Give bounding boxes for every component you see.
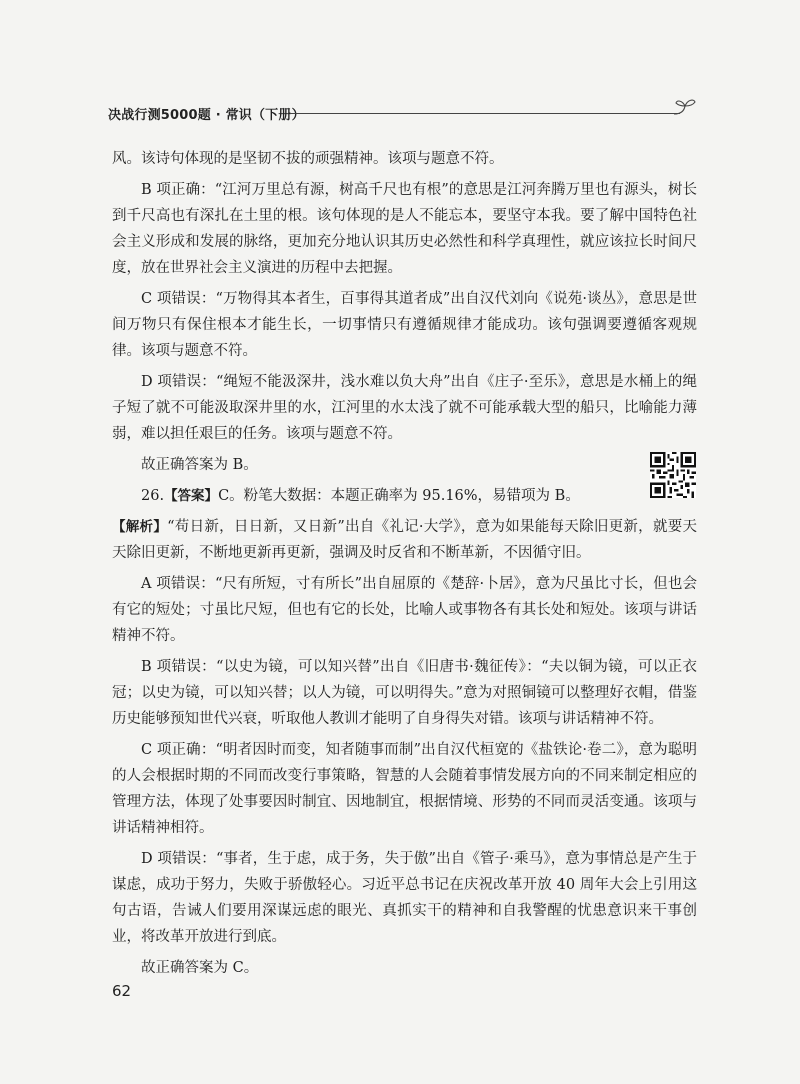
book-title: 决战行测5000题 · 常识（下册）	[108, 108, 305, 123]
paragraph: D 项错误：“绳短不能汲深井，浅水难以负大舟”出自《庄子·至乐》，意思是水桶上的绳子短了就不可能汲取深井里的水，江河里的水太浅了就不可能承载大型的船只，比喻能力薄弱，难以担任艰巨的任务。该项与题意不符。	[112, 374, 697, 442]
page-header	[108, 100, 698, 124]
paragraph: D 项错误：“事者，生于虑，成于务，失于傲”出自《管子·乘马》，意为事情总是产生于谋虑，成功于努力，失败于骄傲轻心。习近平总书记在庆祝改革开放 40 周年大会上引用这句古语，告诫人们要用深谋远虑的眼光、真抓实干的精神和自我警醒的忧患意识来干事创业，将改革开放进行到底。	[112, 851, 697, 945]
header-divider	[290, 113, 680, 114]
page-number: 62	[112, 982, 132, 1000]
paragraph: 故正确答案为 C。	[141, 960, 259, 976]
paragraph: B 项正确：“江河万里总有源，树高千尺也有根”的意思是江河奔腾万里也有源头，树长到千尺高也有深扎在土里的根。该句体现的是人不能忘本，要坚守本我。要了解中国特色社会主义形成和发展的脉络，更加充分地认识其历史必然性和科学真理性，就应该拉长时间尺度，放在世界社会主义演进的历程中去把握。	[112, 182, 697, 276]
paragraph: 风。该诗句体现的是坚韧不拔的顽强精神。该项与题意不符。	[112, 151, 504, 167]
sprout-icon	[672, 96, 698, 120]
qr-code-icon[interactable]	[650, 452, 696, 498]
analysis-tag: 【解析】	[112, 519, 168, 535]
analysis-text: “苟日新，日日新，又日新”出自《礼记·大学》，意为如果能每天除旧更新，就要天天除旧更新，不断地更新再更新，强调及时反省和不断革新，不因循守旧。	[112, 519, 697, 561]
paragraph: A 项错误：“尺有所短，寸有所长”出自屈原的《楚辞·卜居》，意为尺虽比寸长，但也会有它的短处；寸虽比尺短，但也有它的长处，比喻人或事物各有其长处和短处。该项与讲话精神不符。	[112, 576, 697, 644]
page-content	[112, 146, 697, 986]
paragraph: 故正确答案为 B。	[141, 457, 258, 473]
paragraph: C 项正确：“明者因时而变，知者随事而制”出自汉代桓宽的《盐铁论·卷二》，意为聪明的人会根据时期的不同而改变行事策略，智慧的人会随着事情发展方向的不同来制定相应的管理方法，体现了处事要因时制宜、因地制宜，根据情境、形势的不同而灵活变通。该项与讲话精神相符。	[112, 742, 697, 836]
answer-tag: 【答案】	[164, 488, 219, 504]
answer-text: C。粉笔大数据：本题正确率为 95.16%，易错项为 B。	[218, 488, 580, 504]
paragraph: B 项错误：“以史为镜，可以知兴替”出自《旧唐书·魏征传》：“夫以铜为镜，可以正衣冠；以史为镜，可以知兴替；以人为镜，可以明得失。”意为对照铜镜可以整理好衣帽，借鉴历史能够预知世代兴衰，听取他人教训才能明了自身得失对错。该项与讲话精神不符。	[112, 659, 697, 727]
question-number: 26.	[141, 488, 165, 504]
paragraph: C 项错误：“万物得其本者生，百事得其道者成”出自汉代刘向《说苑·谈丛》，意思是世间万物只有保住根本才能生长，一切事情只有遵循规律才能成功。该句强调要遵循客观规律。该项与题意不符。	[112, 291, 697, 359]
answer-line	[112, 483, 697, 509]
analysis-paragraph	[112, 514, 697, 566]
